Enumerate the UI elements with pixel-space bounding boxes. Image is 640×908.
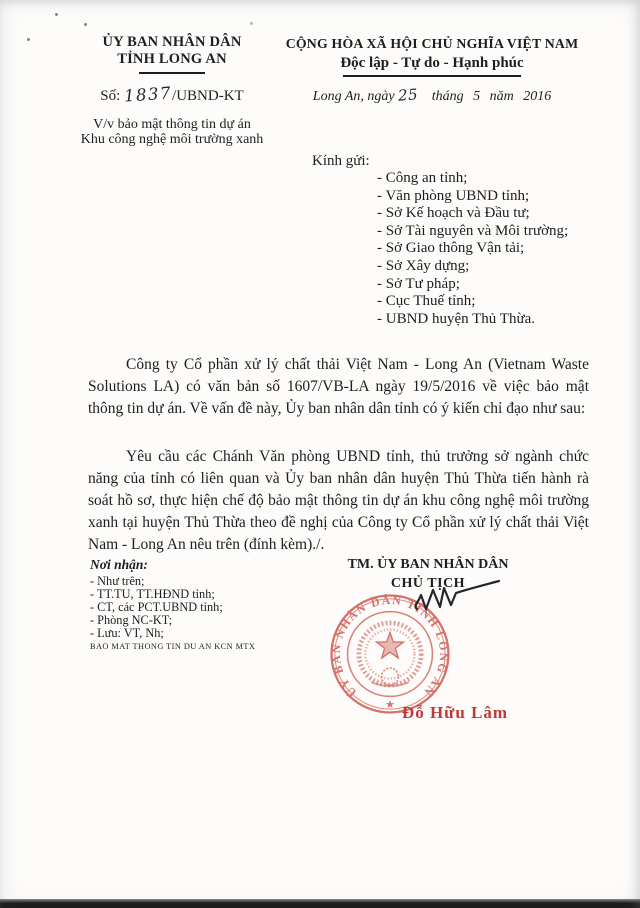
distribution-item: - Lưu: VT, Nh; bbox=[90, 625, 164, 640]
recipient-item: - Sở Giao thông Vận tải; bbox=[377, 240, 525, 257]
subject-block bbox=[42, 117, 302, 148]
issuing-org-line1: ỦY BAN NHÂN DÂN bbox=[102, 34, 242, 50]
scan-noise-speck bbox=[84, 23, 87, 26]
recipient-item: - UBND huyện Thủ Thừa. bbox=[377, 310, 535, 327]
signature-stroke bbox=[416, 581, 499, 609]
salutation-label: Kính gửi: bbox=[312, 153, 370, 169]
motto-underline bbox=[343, 75, 521, 77]
distribution-item: - Như trên; bbox=[90, 574, 145, 588]
subject-line2: Khu công nghệ môi trường xanh bbox=[80, 132, 264, 148]
recipient-item: - Công an tỉnh; bbox=[377, 170, 468, 186]
signing-authority: TM. ỦY BAN NHÂN DÂN bbox=[347, 557, 509, 572]
body-paragraph-1: Công ty Cổ phần xử lý chất thải Việt Nam - Long An (Vietnam Waste Solutions LA) có văn bản số 1607/VB-LA ngày 19/5/2016 về việc bảo mật thông tin dự án. Về vấn đề này, Ủy ban nhân dân tỉnh có ý kiến chỉ đạo như sau: bbox=[88, 356, 589, 417]
dateline bbox=[282, 86, 582, 105]
signer-name: Đỗ Hữu Lâm bbox=[401, 703, 509, 722]
recipient-item: - Cục Thuế tỉnh; bbox=[377, 293, 476, 310]
recipient-item: - Sở Tài nguyên và Môi trường; bbox=[377, 222, 569, 239]
dateline-prefix: Long An, ngày bbox=[312, 88, 395, 104]
handwritten-signature bbox=[396, 572, 504, 624]
national-motto: Độc lập - Tự do - Hạnh phúc bbox=[340, 55, 524, 71]
distribution-list bbox=[90, 575, 255, 640]
subject-line1: V/v bảo mật thông tin dự án bbox=[93, 116, 251, 132]
recipient-list bbox=[377, 170, 568, 328]
issuing-authority-block bbox=[42, 34, 302, 148]
signer-title: CHỦ TỊCH bbox=[390, 576, 466, 591]
national-header-block bbox=[282, 36, 582, 105]
scan-noise-speck bbox=[55, 13, 58, 16]
distribution-block bbox=[90, 557, 255, 651]
distribution-item: - Phòng NC-KT; bbox=[90, 612, 172, 627]
ref-number-handwritten: 1837 bbox=[123, 82, 173, 106]
scan-noise-speck bbox=[27, 38, 30, 41]
distribution-item: - TT.TU, TT.HĐND tỉnh; bbox=[90, 586, 215, 601]
recipient-item: - Sở Xây dựng; bbox=[377, 257, 470, 274]
file-note: BAO MAT THONG TIN DU AN KCN MTX bbox=[90, 641, 256, 651]
issuing-org-line2: TỈNH LONG AN bbox=[117, 51, 227, 67]
recipient-item: - Sở Tư pháp; bbox=[377, 275, 460, 292]
national-title: CỘNG HÒA XÃ HỘI CHỦ NGHĨA VIỆT NAM bbox=[285, 36, 579, 51]
scan-noise-speck bbox=[250, 22, 253, 25]
dateline-suffix: tháng 5 năm 2016 bbox=[431, 88, 552, 104]
seal-circular-text: ỦY BAN NHÂN DÂN TỈNH LONG AN bbox=[329, 593, 451, 700]
recipient-item: - Sở Kế hoạch và Đầu tư; bbox=[377, 205, 530, 222]
dateline-day-handwritten: 25 bbox=[397, 84, 419, 105]
recipient-item: - Văn phòng UBND tỉnh; bbox=[377, 187, 530, 204]
ref-prefix: Số: bbox=[100, 87, 121, 104]
org-underline bbox=[139, 72, 205, 74]
distribution-item: - CT, các PCT.UBND tỉnh; bbox=[90, 599, 223, 614]
reference-number-line bbox=[42, 82, 302, 106]
scan-bottom-edge bbox=[0, 899, 640, 908]
ref-suffix: /UBND-KT bbox=[172, 87, 244, 104]
emblem-star bbox=[377, 632, 404, 658]
seal-bottom-star: ★ bbox=[385, 700, 395, 711]
distribution-label: Nơi nhận: bbox=[90, 557, 148, 572]
body-paragraph-2: Yêu cầu các Chánh Văn phòng UBND tỉnh, thủ trưởng sở ngành chức năng của tỉnh có liên quan và Ủy ban nhân dân huyện Thủ Thừa tiến hành rà soát hồ sơ, thực hiện chế độ bảo mật thông tin dự án khu công nghệ môi trường xanh tại huyện Thủ Thừa theo đề nghị của Công ty Cổ phần xử lý chất thải Việt Nam - Long An nêu trên (đính kèm)./. bbox=[88, 448, 589, 553]
